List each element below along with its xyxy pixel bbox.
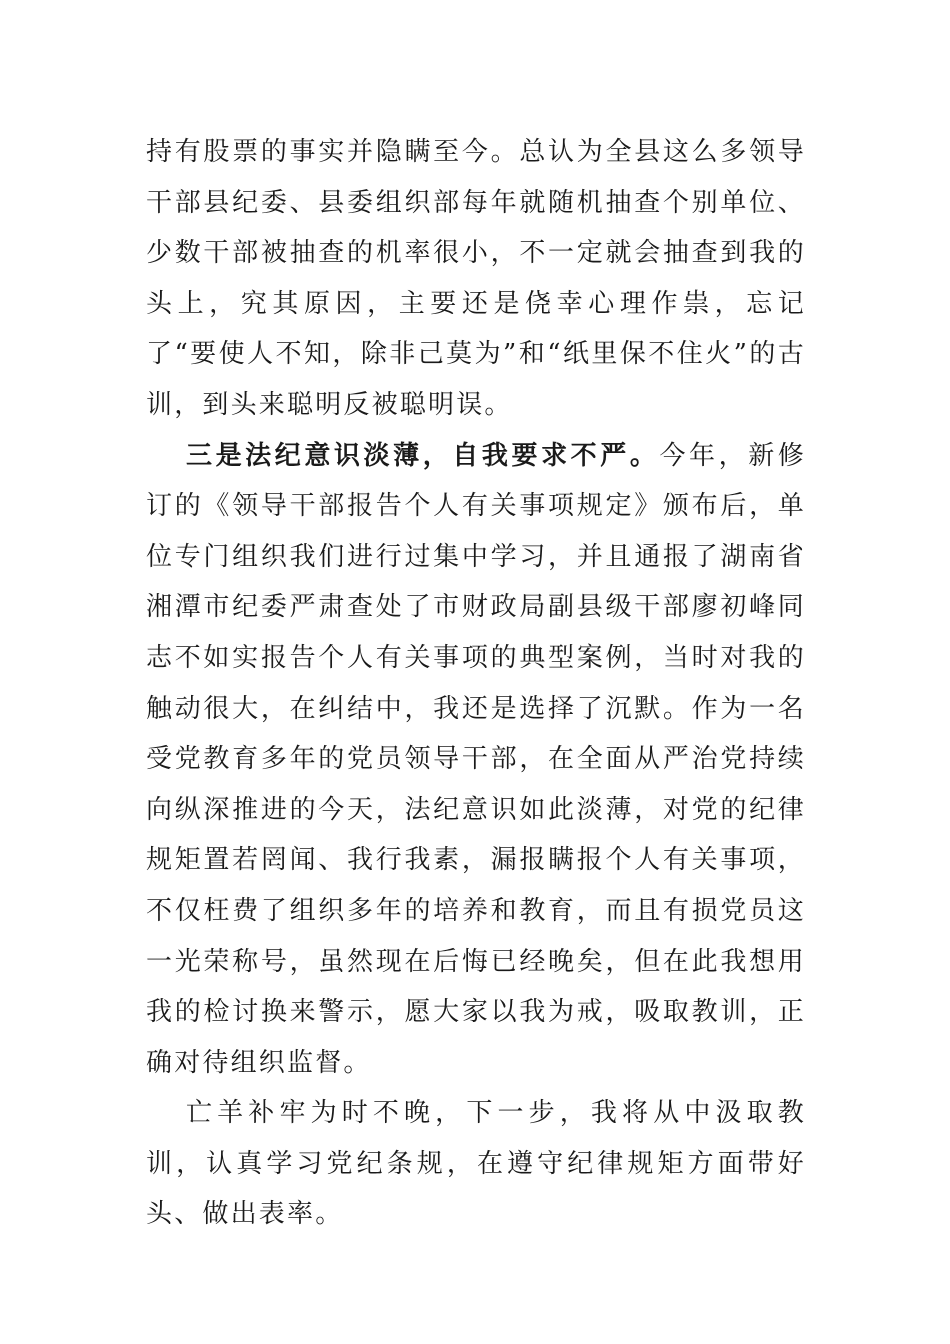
- paragraph-2: [146, 431, 806, 1089]
- paragraph-2-body: 今年，新修订的《领导干部报告个人有关事项规定》颁布后，单位专门组织我们进行过集中学习，并且通报了湖南省湘潭市纪委严肃查处了市财政局副县级干部廖初峰同志不如实报告个人有关事项的典型案例，当时对我的触动很大，在纠结中，我还是选择了沉默。作为一名受党教育多年的党员领导干部，在全面从严治党持续向纵深推进的今天，法纪意识如此淡薄，对党的纪律规矩置若罔闻、我行我素，漏报瞒报个人有关事项，不仅枉费了组织多年的培养和教育，而且有损党员这一光荣称号，虽然现在后悔已经晚矣，但在此我想用我的检讨换来警示，愿大家以我为戒，吸取教训，正确对待组织监督。: [146, 440, 806, 1078]
- paragraph-1: 持有股票的事实并隐瞒至今。总认为全县这么多领导干部县纪委、县委组织部每年就随机抽查个别单位、少数干部被抽查的机率很小，不一定就会抽查到我的头上，究其原因，主要还是侥幸心理作祟，忘记了“要使人不知，除非己莫为”和“纸里保不住火”的古训，到头来聪明反被聪明误。: [146, 137, 806, 420]
- paragraph-2-heading: 三是法纪意识淡薄，自我要求不严。: [186, 440, 660, 471]
- paragraph-3: 亡羊补牢为时不晚，下一步，我将从中汲取教训，认真学习党纪条规，在遵守纪律规矩方面带好头、做出表率。: [146, 1098, 806, 1230]
- document-body: [146, 127, 806, 1240]
